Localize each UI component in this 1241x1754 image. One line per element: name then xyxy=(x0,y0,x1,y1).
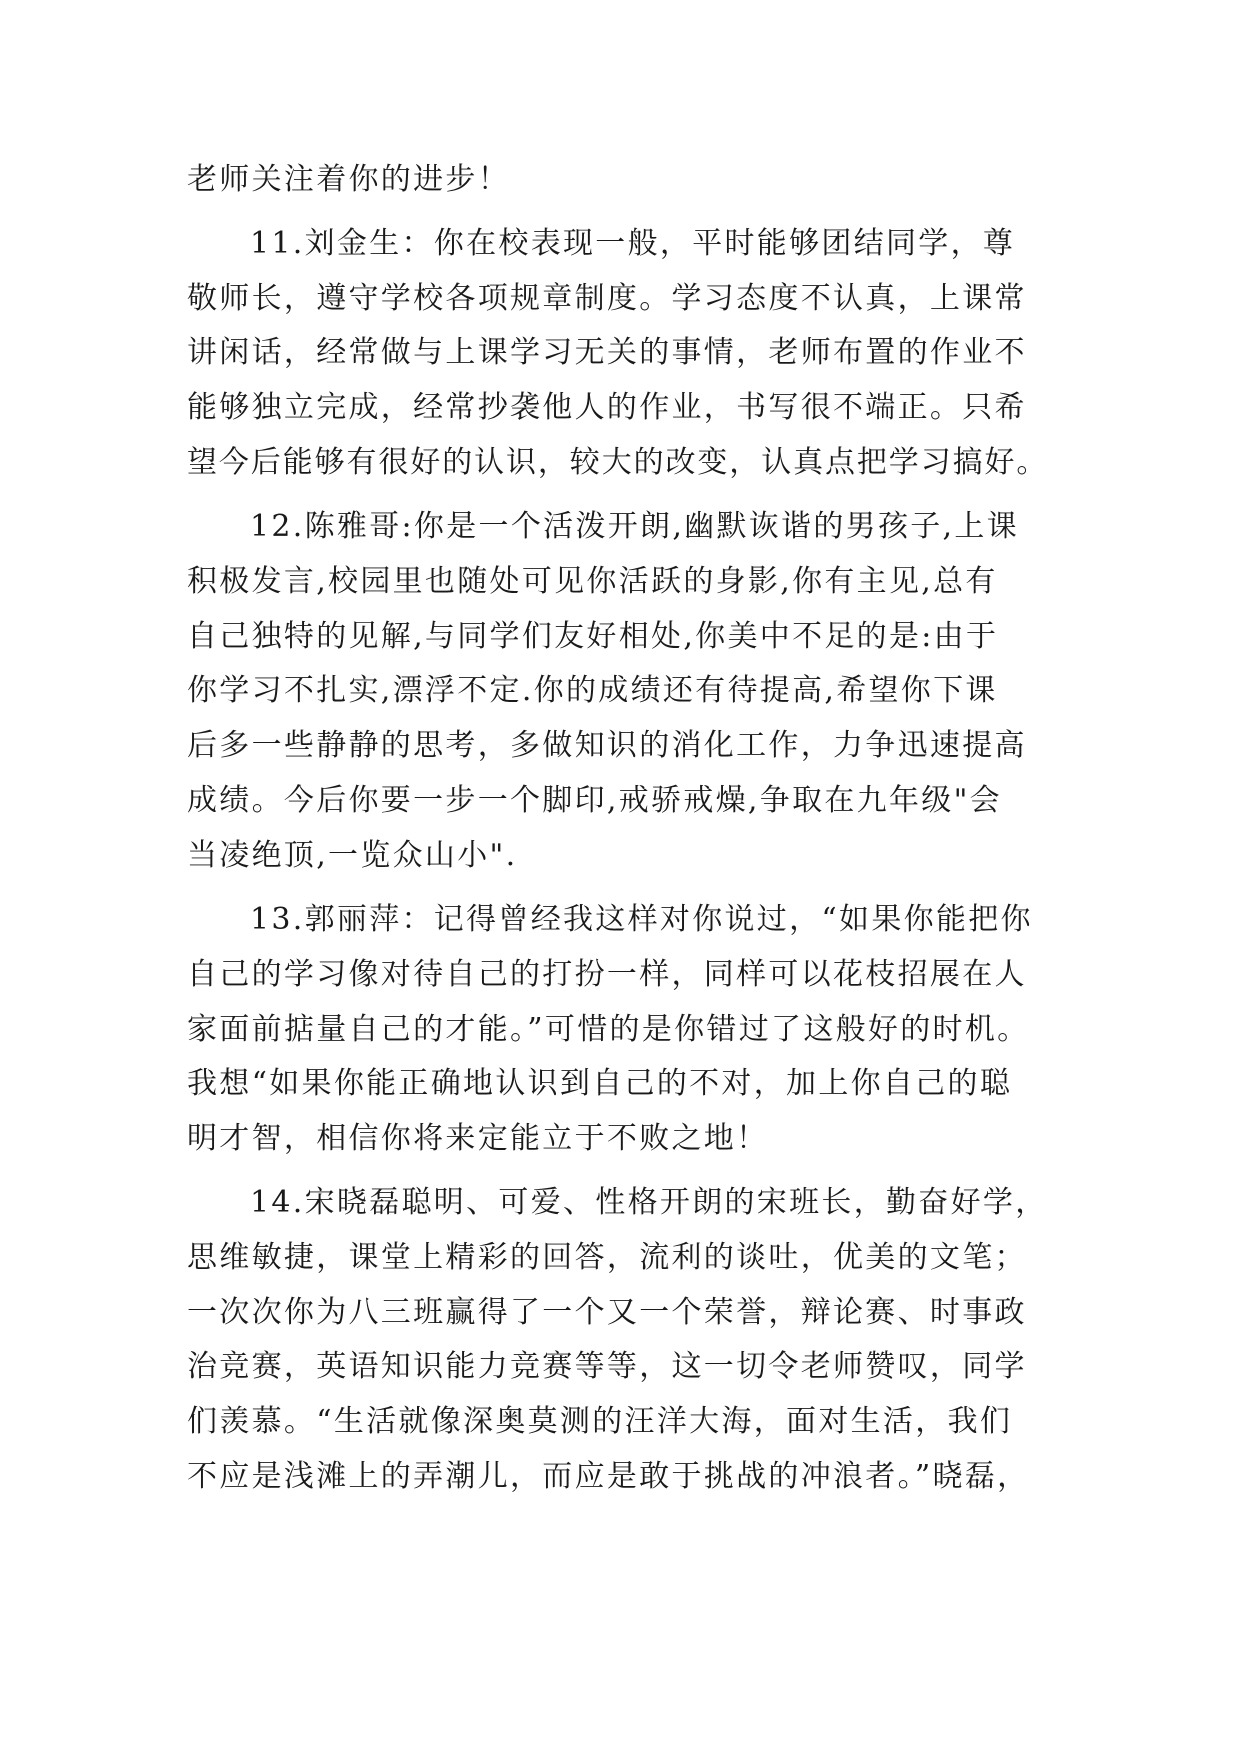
text-line: 治竞赛，英语知识能力竞赛等等，这一切令老师赞叹，同学 xyxy=(187,1349,1027,1384)
text-line: 当凌绝顶,一览众山小". xyxy=(187,838,518,873)
text-line: 不应是浅滩上的弄潮儿，而应是敢于挑战的冲浪者。”晓磊， xyxy=(187,1459,1030,1494)
text-line: 望今后能够有很好的认识，较大的改变，认真点把学习搞好。 xyxy=(187,445,1049,480)
text-line: 明才智，相信你将来定能立于不败之地！ xyxy=(187,1121,769,1156)
text-line: 我想“如果你能正确地认识到自己的不对，加上你自己的聪 xyxy=(187,1066,1013,1101)
text-line: 一次次你为八三班赢得了一个又一个荣誉，辩论赛、时事政 xyxy=(187,1295,1027,1330)
text-line: 敬师长，遵守学校各项规章制度。学习态度不认真，上课常 xyxy=(187,281,1027,316)
paragraph-first-line: 13.郭丽萍：记得曾经我这样对你说过，“如果你能把你 xyxy=(250,902,1033,937)
text-line: 思维敏捷，课堂上精彩的回答，流利的谈吐，优美的文笔； xyxy=(187,1240,1027,1275)
text-line: 能够独立完成，经常抄袭他人的作业，书写很不端正。只希 xyxy=(187,390,1027,425)
paragraph-first-line: 14.宋晓磊聪明、可爱、性格开朗的宋班长，勤奋好学， xyxy=(250,1185,1048,1220)
text-line: 自己的学习像对待自己的打扮一样，同样可以花枝招展在人 xyxy=(187,957,1027,992)
text-line: 们羡慕。“生活就像深奥莫测的汪洋大海，面对生活，我们 xyxy=(187,1404,1013,1439)
text-line: 老师关注着你的进步！ xyxy=(187,162,510,197)
text-line: 家面前掂量自己的才能。”可惜的是你错过了这般好的时机。 xyxy=(187,1012,1030,1047)
text-line: 你学习不扎实,漂浮不定.你的成绩还有待提高,希望你下课 xyxy=(187,673,998,708)
paragraph-first-line: 11.刘金生：你在校表现一般，平时能够团结同学，尊 xyxy=(250,226,1016,261)
text-line: 讲闲话，经常做与上课学习无关的事情，老师布置的作业不 xyxy=(187,335,1027,370)
paragraph-first-line: 12.陈雅哥:你是一个活泼开朗,幽默诙谐的男孩子,上课 xyxy=(250,509,1019,544)
text-line: 积极发言,校园里也随处可见你活跃的身影,你有主见,总有 xyxy=(187,564,998,599)
text-line: 自己独特的见解,与同学们友好相处,你美中不足的是:由于 xyxy=(187,619,999,654)
text-line: 成绩。今后你要一步一个脚印,戒骄戒燥,争取在九年级"会 xyxy=(187,783,1002,818)
text-line: 后多一些静静的思考，多做知识的消化工作，力争迅速提高 xyxy=(187,728,1027,763)
